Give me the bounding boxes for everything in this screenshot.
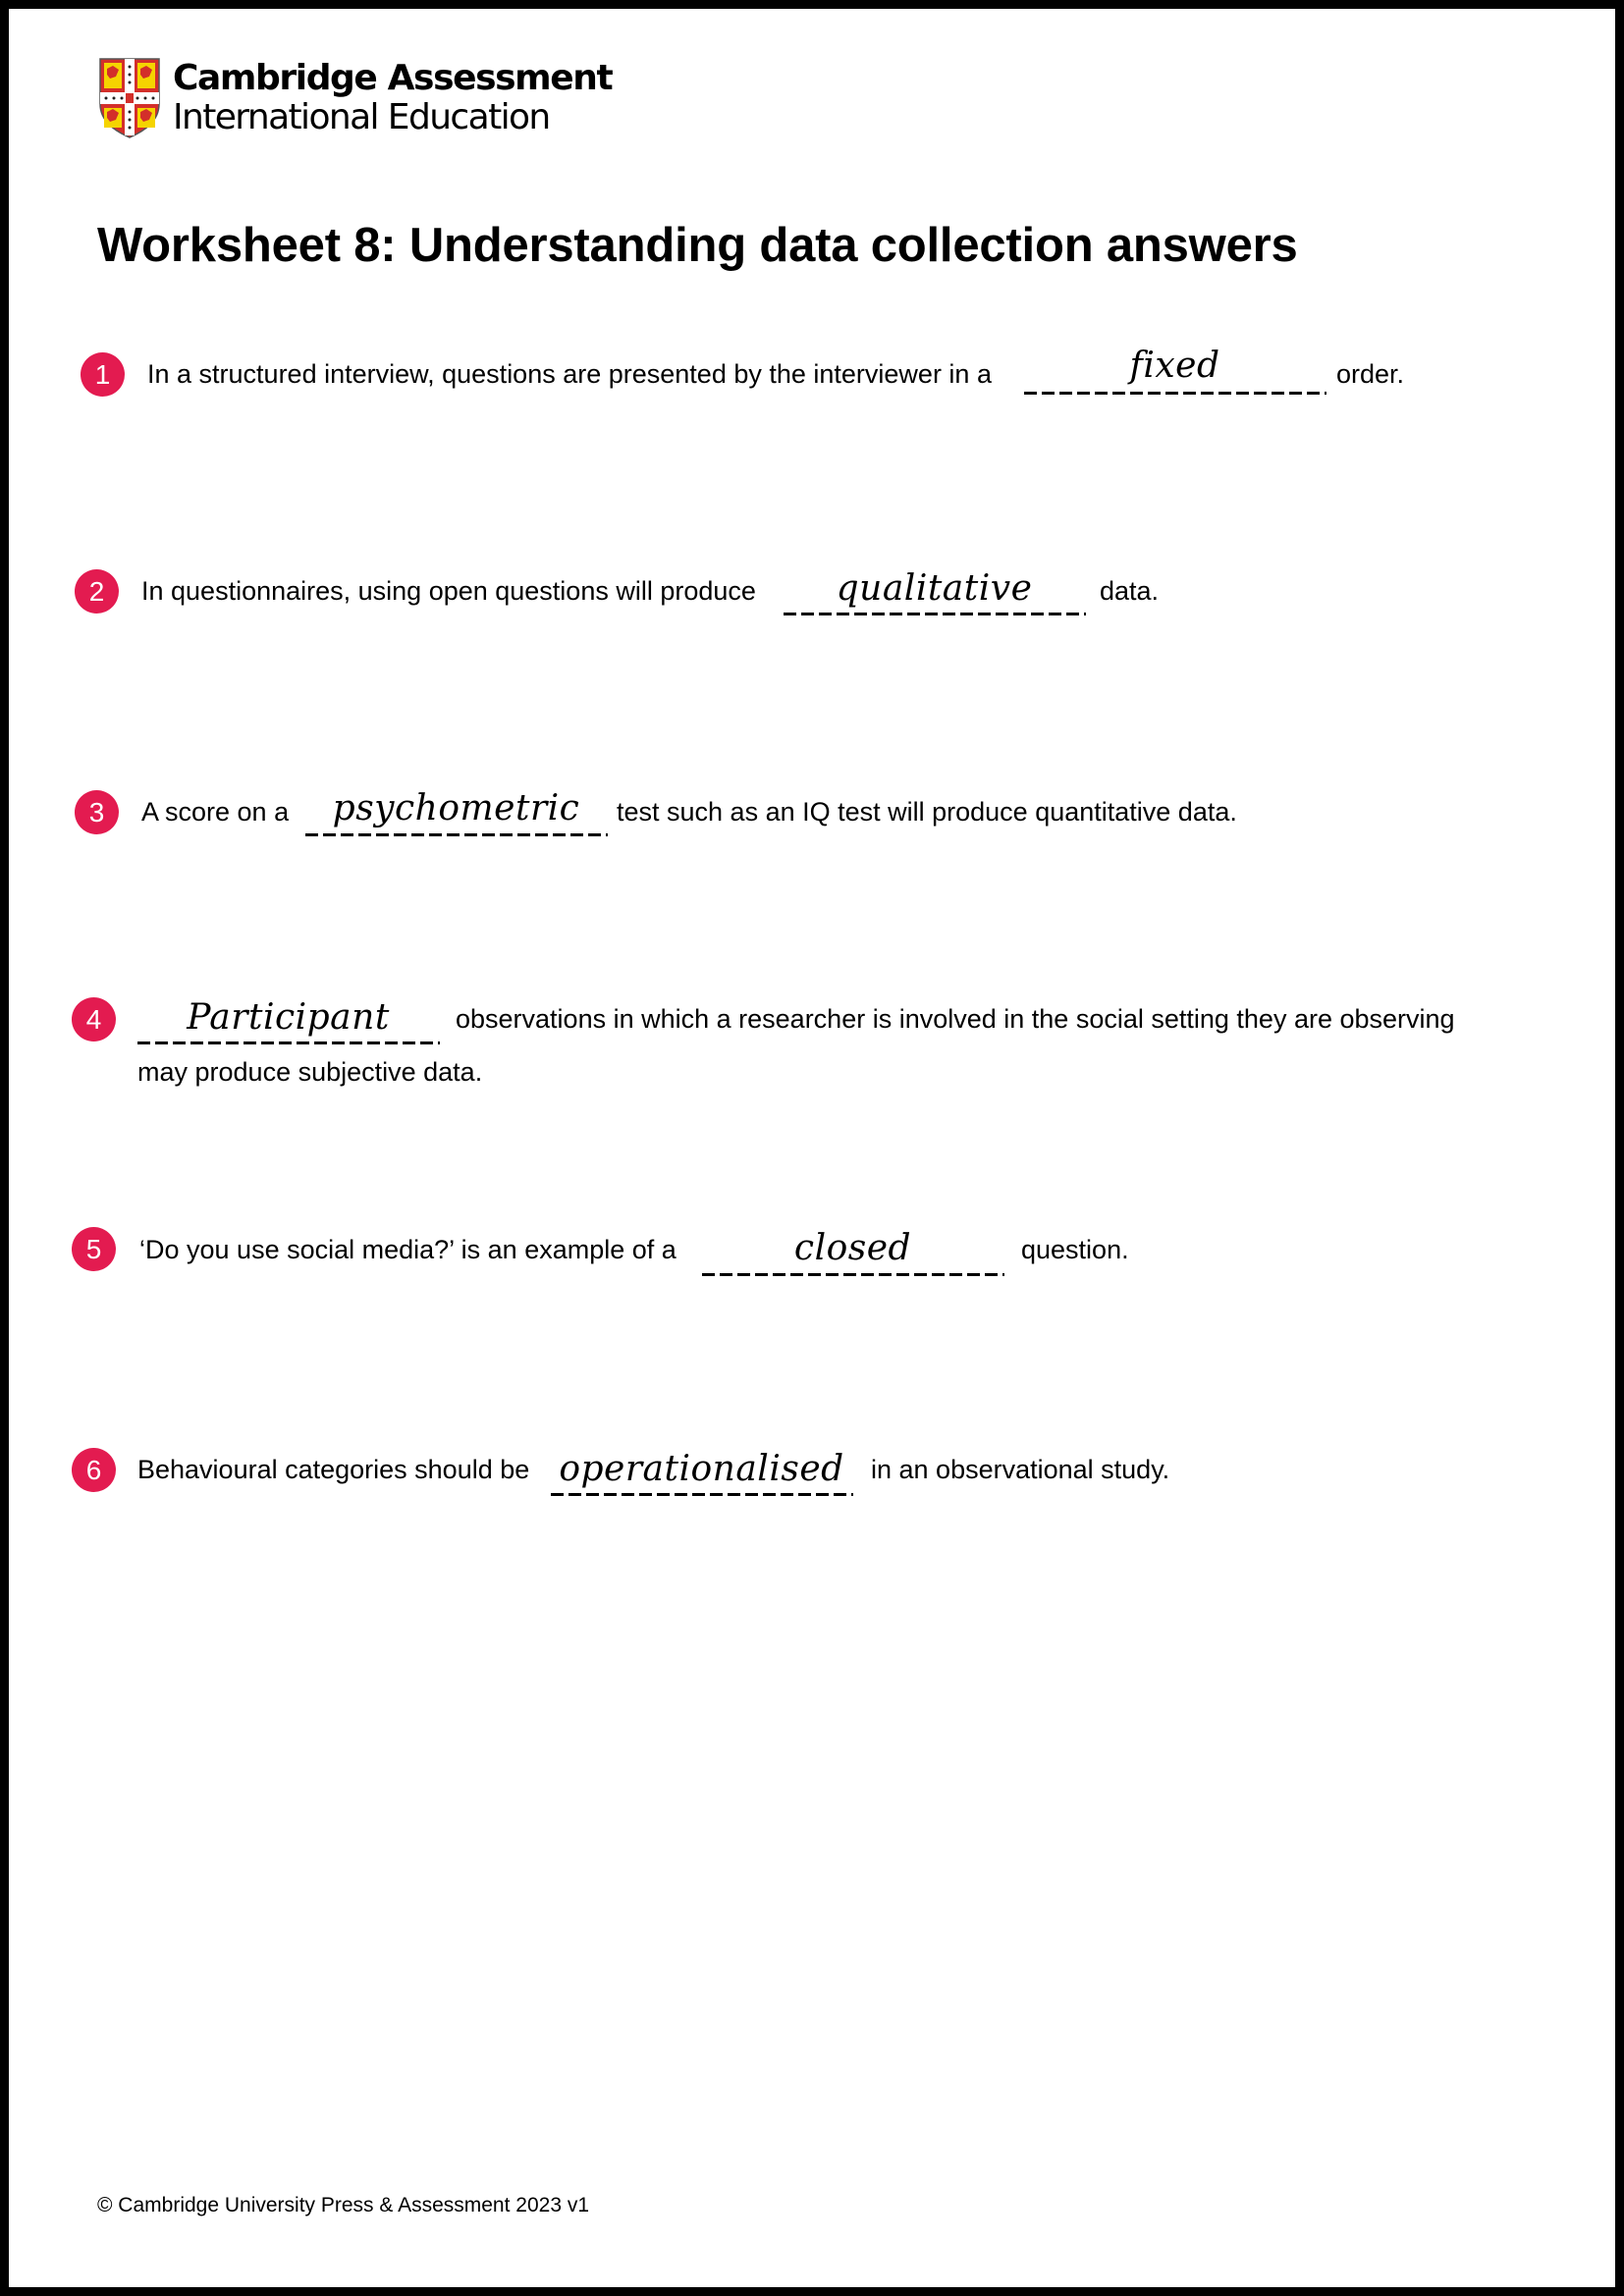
question-number-badge: 4 — [72, 997, 116, 1041]
logo-line-1: Cambridge Assessment — [173, 58, 613, 98]
answer-text: psychometric — [332, 788, 580, 828]
copyright-footer: © Cambridge University Press & Assessment 2023 v1 — [97, 2194, 590, 2216]
answer-blank-line — [784, 613, 1086, 615]
question-text-after: data. — [1100, 576, 1160, 606]
answer-text: qualitative — [836, 568, 1033, 609]
answer-text: Participant — [187, 997, 390, 1038]
question-text-before: In a structured interview, questions are presented by the interviewer in a — [147, 359, 992, 389]
answer-blank-line — [137, 1041, 440, 1044]
question-number-badge: 1 — [81, 352, 125, 397]
answer-blank-line — [1024, 392, 1326, 395]
answer-text: closed — [793, 1228, 912, 1268]
question-text-after: order. — [1336, 359, 1405, 389]
question-text-before: In questionnaires, using open questions will produce — [141, 576, 756, 606]
question-text-before: Behavioural categories should be — [137, 1455, 530, 1484]
page-title: Worksheet 8: Understanding data collection answers — [97, 219, 1298, 272]
question-number-badge: 2 — [75, 569, 119, 614]
question-number-badge: 3 — [75, 790, 119, 834]
question-text-after: question. — [1021, 1235, 1129, 1264]
question-text-before: ‘Do you use social media?’ is an example of a — [139, 1235, 677, 1264]
cambridge-logo — [98, 57, 612, 139]
question-text-after: in an observational study. — [871, 1455, 1170, 1484]
answer-blank-line — [551, 1493, 853, 1496]
question-text-continuation: may produce subjective data. — [137, 1057, 483, 1087]
logo-line-2: International Education — [173, 97, 550, 137]
question-number-badge: 5 — [72, 1227, 116, 1271]
answer-text: operationalised — [559, 1449, 844, 1489]
answer-text: fixed — [1129, 346, 1220, 386]
question-text-before: A score on a — [141, 797, 290, 827]
question-text-after: test such as an IQ test will produce quantitative data. — [617, 797, 1237, 827]
question-number-badge: 6 — [72, 1448, 116, 1492]
answer-blank-line — [305, 833, 608, 836]
cambridge-shield-icon — [98, 57, 161, 139]
question-text-after: observations in which a researcher is involved in the social setting they are observing — [456, 1004, 1455, 1034]
logo-wordmark — [173, 59, 612, 137]
answer-blank-line — [702, 1273, 1004, 1276]
